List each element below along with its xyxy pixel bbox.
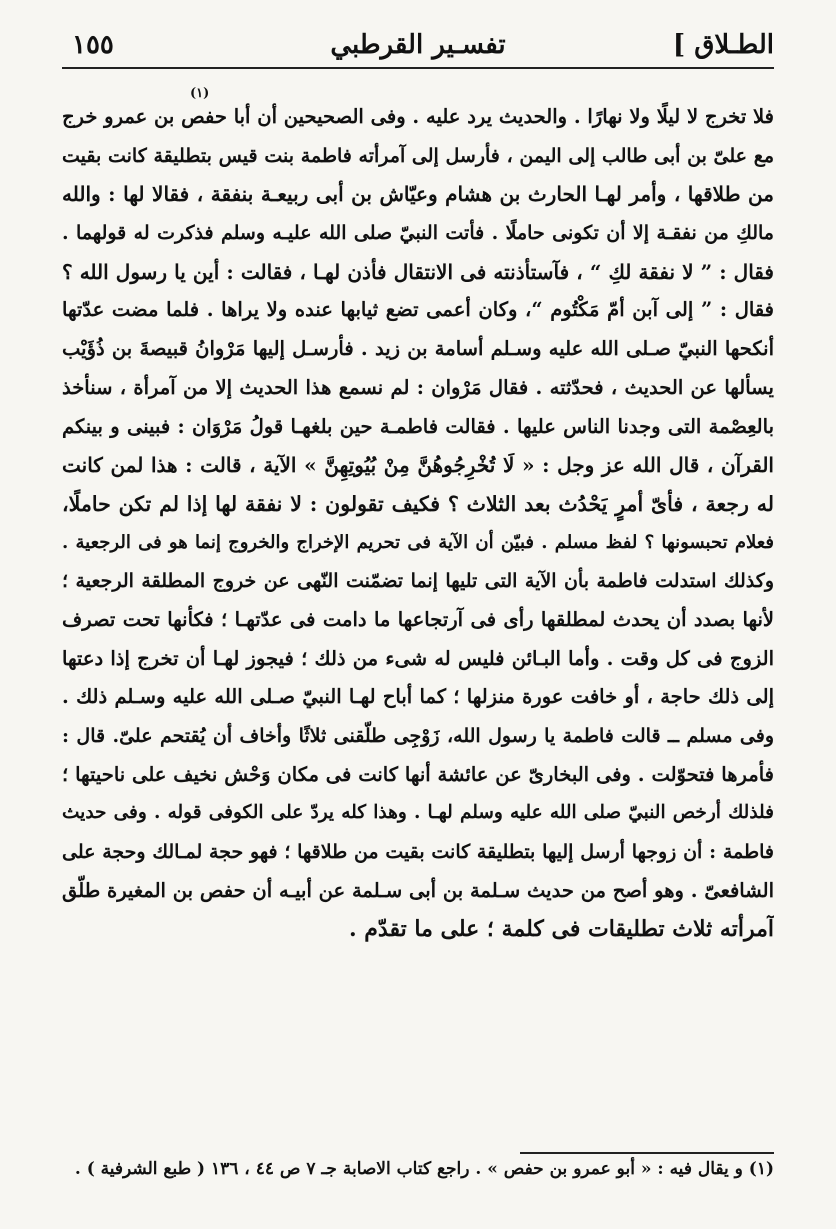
running-header [62, 28, 774, 66]
footnote: (١) و يقال فيه : « أبو عمرو بن حفص » . راجع كتاب الاصابة جـ ٧ ص ٤٤ ، ١٣٦ ( طبع الشرفية ) . [74, 1159, 774, 1179]
text-line: وفى مسلم ــ قالت فاطمة يا رسول الله، زَوْجِى طلّقنى ثلاثًا وأخاف أن يُقتحم علىّ. قال : [62, 725, 774, 747]
text-line: مالكِ من نفقـة إلا أن تكونى حاملًا . فأتت النبيّ صلى الله عليـه وسلم فذكرت له قولهما . [62, 222, 774, 245]
footnote-reference: (١) [190, 86, 210, 101]
text-line: لأنها بصدد أن يحدث لمطلقها رأى فى آرتجاعها ما دامت فى عدّتهـا ؛ فكأنها تحت تصرف [62, 607, 774, 631]
text-line: فقال : ” لا نفقة لكِ “ ، فآستأذنته فى الانتقال فأذن لهـا ، فقالت : أين يا رسول الله ؟ [62, 259, 774, 284]
body-text [62, 98, 774, 949]
text-line: أنكحها النبيّ صـلى الله عليه وسـلم أسامة بن زيد . فأرسـل إليها مَرْوانُ قبيصةَ بن ذُؤَيْب [62, 337, 774, 361]
text-line: الشافعىّ . وهو أصح من حديث سـلمة بن أبى سـلمة عن أبيـه أن حفص بن المغيرة طلّق [62, 878, 774, 902]
text-line: آمرأته ثلاث تطليقات فى كلمة ؛ على ما تقدّم . [348, 916, 774, 943]
text-line: الزوج فى كل وقت . وأما البـائن فليس له شىء من ذلك ؛ فيجوز لهـا أن تخرج إذا دعتها [62, 646, 774, 670]
book-title: تفسـير القرطبي [330, 30, 506, 60]
text-line: فأمرها فتحوّلت . وفى البخارىّ عن عائشة أنها كانت فى مكان وَحْش نخيف على ناحيتها ؛ [62, 762, 774, 786]
text-line: يسألها عن الحديث ، فحدّثته . فقال مَرْوان : لم نسمع هذا الحديث إلا من آمرأة ، سنأخذ [62, 375, 774, 399]
text-line: من طلاقها ، وأمر لهـا الحارث بن هشام وعيّاش بن أبى ربيعـة بنفقة ، فقالا لها : والله [62, 182, 774, 207]
text-line: فلذلك أرخص النبيّ صلى الله عليه وسلم لهـا . وهذا كله يردّ على الكوفى قوله . وفى حديث [62, 802, 774, 824]
chapter-title: الطـلاق ] [672, 30, 774, 60]
text-line: له رجعة ، فأىّ أمرٍ يَحْدُث بعد الثلاث ؟ فكيف تقولون : لا نفقة لها إذا لم تكن حاملًا، [62, 491, 774, 516]
page-number: ١٥٥ [72, 30, 114, 60]
text-line: فاطمة : أن زوجها أرسل إليها بتطليقة كانت بقيت من طلاقها ؛ فهو حجة لمـالك وحجة على [62, 841, 774, 864]
text-line: بالعِصْمة التى وجدنا الناس عليها . فقالت فاطمـة حين بلغهـا قولُ مَرْوَان : فبينى و بينكم [62, 414, 774, 438]
text-line: فقال : ” إلى آبن أمّ مَكْتُوم “، وكان أعمى تضع ثيابها عنده ولا يراها . فلما مضت عدّتها [62, 298, 774, 322]
text-line: فلا تخرج لا ليلًا ولا نهارًا . والحديث يرد عليه . وفى الصحيحين أن أبا حفص بن عمرو خرج [62, 105, 774, 128]
text-line: إلى ذلك حاجة ، أو خافت عورة منزلها ؛ كما أباح لهـا النبيّ صـلى الله عليه وسـلم ذلك . [62, 685, 774, 709]
text-line: فعلام تحبسونها ؟ لفظ مسلم . فبيّن أن الآية فى تحريم الإخراج والخروج إنما هو فى الرجعية . [62, 531, 774, 553]
text-line: مع علىّ بن أبى طالب إلى اليمن ، فأرسل إلى آمرأته فاطمة بنت قيس بتطليقة كانت بقيت [62, 144, 774, 167]
header-rule [62, 67, 774, 69]
text-line: وكذلك استدلت فاطمة بأن الآية التى تليها إنما تضمّنت النّهى عن خروج المطلقة الرجعية ؛ [62, 570, 774, 593]
text-line: القرآن ، قال الله عز وجل : « لَا تُخْرِجُوهُنَّ مِنْ بُيُوتِهِنَّ » الآية ، قالت : هذا لمن كانت [62, 453, 774, 478]
